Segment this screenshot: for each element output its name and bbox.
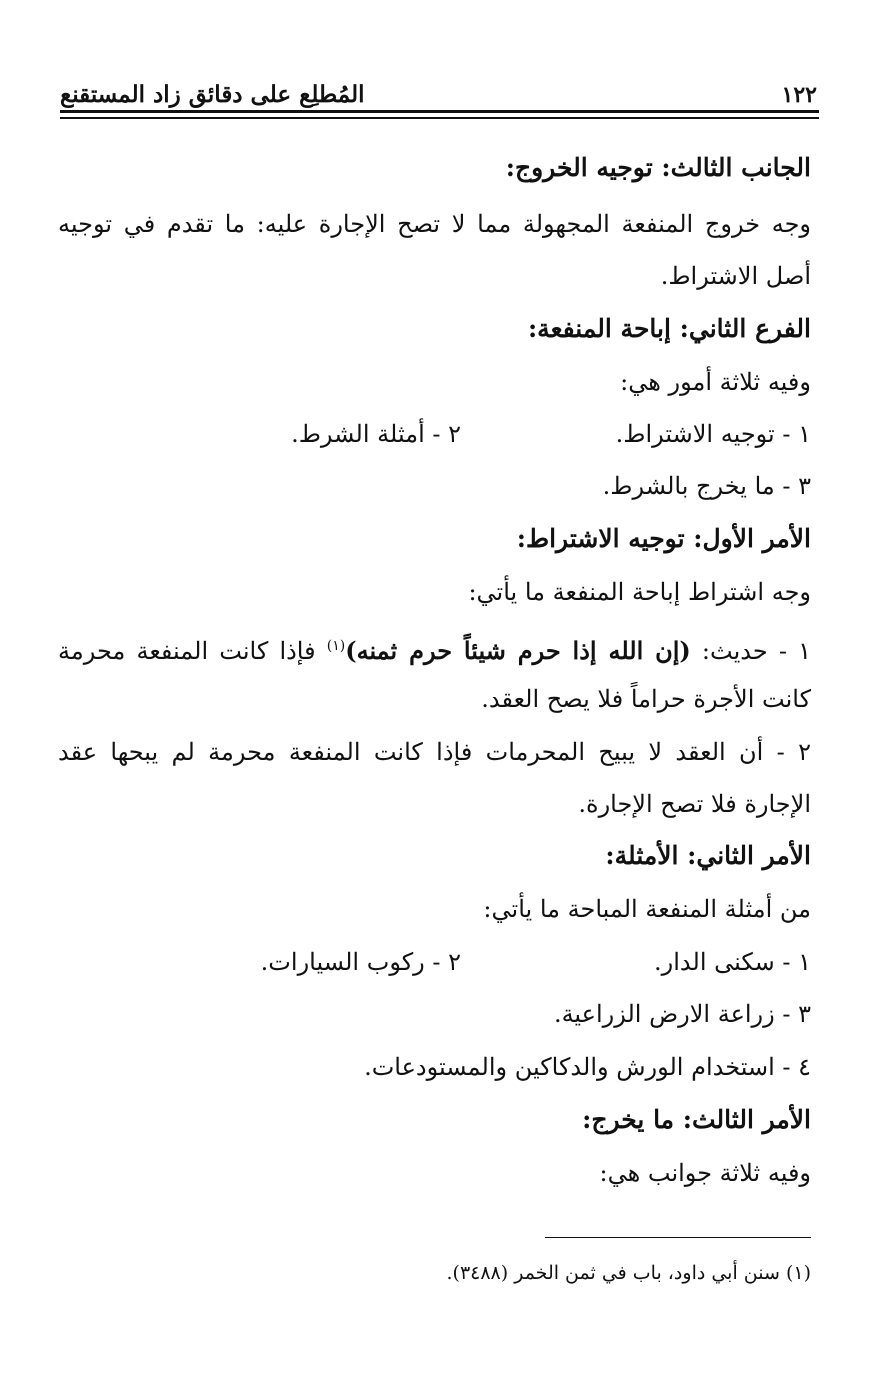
list-item: ٣ - ما يخرج بالشرط. (602, 472, 811, 500)
paragraph-line: أصل الاشتراط. (660, 262, 811, 290)
hadith-suffix: فإذا كانت المنفعة محرمة (58, 637, 327, 665)
header-rule-thin (60, 117, 819, 119)
header-rule-thick (60, 110, 819, 113)
paragraph-line: وجه خروج المنفعة المجهولة مما لا تصح الإجارة عليه: ما تقدم في توجيه (58, 210, 811, 238)
footnote-marker: (١) (326, 638, 346, 654)
paragraph-line: وفيه ثلاثة أمور هي: (620, 368, 811, 396)
footnote-separator (545, 1237, 811, 1238)
section-heading-second-matter: الأمر الثاني: الأمثلة: (605, 841, 811, 870)
paragraph-line: وجه اشتراط إباحة المنفعة ما يأتي: (468, 578, 811, 606)
list-row (58, 416, 811, 452)
list-item: ٢ - أمثلة الشرط. (291, 420, 461, 448)
list-row (58, 944, 811, 980)
list-item: ١ - توجيه الاشتراط. (615, 420, 811, 448)
paragraph-line: كانت الأجرة حراماً فلا يصح العقد. (481, 685, 811, 713)
page-header (60, 68, 817, 108)
list-item: ٤ - استخدام الورش والدكاكين والمستودعات. (364, 1053, 811, 1081)
section-heading-permissibility: الفرع الثاني: إباحة المنفعة: (527, 314, 811, 343)
paragraph-line: وفيه ثلاثة جوانب هي: (599, 1159, 811, 1187)
paragraph-line: ٢ - أن العقد لا يبيح المحرمات فإذا كانت المنفعة محرمة لم يبحها عقد (58, 738, 811, 766)
list-item: ٢ - ركوب السيارات. (260, 948, 461, 976)
running-title: المُطلِع على دقائق زاد المستقنع (60, 81, 365, 108)
hadith-prefix: ١ - حديث: (690, 637, 812, 665)
list-item: ٣ - زراعة الارض الزراعية. (553, 1000, 811, 1028)
paragraph-line (58, 628, 811, 669)
page-number: ١٢٢ (781, 82, 817, 108)
section-heading-third-matter: الأمر الثالث: ما يخرج: (582, 1105, 811, 1134)
hadith-quote: (إن الله إذا حرم شيئاً حرم ثمنه) (345, 636, 691, 665)
section-heading-exit-justification: الجانب الثالث: توجيه الخروج: (505, 153, 811, 182)
list-item: ١ - سكنى الدار. (654, 948, 811, 976)
paragraph-line: من أمثلة المنفعة المباحة ما يأتي: (483, 895, 811, 923)
paragraph-line: الإجارة فلا تصح الإجارة. (578, 790, 811, 818)
section-heading-first-matter: الأمر الأول: توجيه الاشتراط: (516, 524, 811, 553)
footnote: (١) سنن أبي داود، باب في ثمن الخمر (٣٤٨٨). (446, 1262, 811, 1284)
